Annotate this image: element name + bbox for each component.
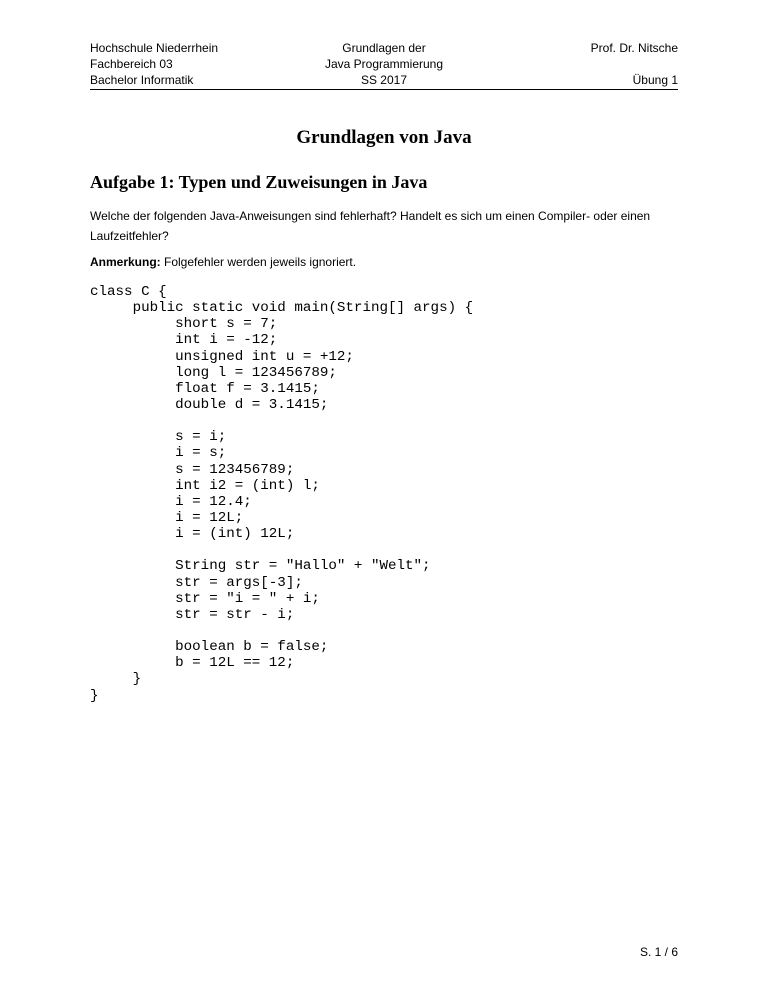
code-listing (90, 284, 473, 704)
code-line: } (90, 687, 99, 704)
code-line: float f = 3.1415; (90, 380, 320, 397)
code-line: i = 12L; (90, 509, 244, 526)
task-heading: Aufgabe 1: Typen und Zuweisungen in Java (90, 172, 428, 192)
code-line: public static void main(String[] args) { (90, 300, 474, 317)
code-line: long l = 123456789; (90, 364, 337, 381)
document-title: Grundlagen von Java (296, 127, 472, 148)
code-line: b = 12L == 12; (90, 655, 295, 672)
code-line (90, 542, 473, 558)
code-line: int i = -12; (90, 332, 278, 349)
code-line: unsigned int u = +12; (90, 348, 354, 365)
code-line: i = 12.4; (90, 493, 252, 510)
code-line: String str = "Hallo" + "Welt"; (90, 558, 431, 575)
header-university: Hochschule Niederrhein (90, 41, 219, 55)
header-semester: SS 2017 (360, 73, 408, 87)
note-label: Anmerkung: (90, 255, 161, 269)
code-line: } (90, 671, 142, 688)
header-meta (591, 40, 678, 88)
code-line (90, 413, 473, 429)
page-header (90, 40, 678, 90)
code-line: s = i; (90, 429, 227, 446)
header-author: Prof. Dr. Nitsche (590, 41, 678, 55)
code-line: s = 123456789; (90, 461, 295, 478)
code-line: i = s; (90, 445, 227, 462)
note-text: Folgefehler werden jeweils ignoriert. (160, 255, 357, 269)
code-line: i = (int) 12L; (90, 526, 295, 543)
header-department: Fachbereich 03 (90, 57, 173, 71)
code-line: int i2 = (int) l; (90, 477, 320, 494)
header-program: Bachelor Informatik (90, 73, 194, 87)
code-line (90, 623, 473, 639)
code-line: double d = 3.1415; (90, 396, 329, 413)
code-line: boolean b = false; (90, 639, 329, 656)
header-course-line-1: Grundlagen der (342, 41, 426, 55)
code-line: str = str - i; (90, 606, 295, 623)
task-note (90, 254, 678, 270)
header-exercise-number: Übung 1 (632, 73, 678, 87)
code-line: class C { (90, 284, 167, 300)
task-intro: Welche der folgenden Java-Anweisungen sind fehlerhaft? Handelt es sich um einen Compiler- oder einen Laufzeitfehler? (90, 209, 651, 243)
code-line: str = args[-3]; (90, 574, 303, 591)
header-divider (90, 89, 678, 90)
header-course-line-2: Java Programmierung (324, 57, 444, 71)
code-line: short s = 7; (90, 316, 278, 333)
page-number: S. 1 / 6 (639, 945, 678, 959)
code-line: str = "i = " + i; (90, 590, 320, 607)
